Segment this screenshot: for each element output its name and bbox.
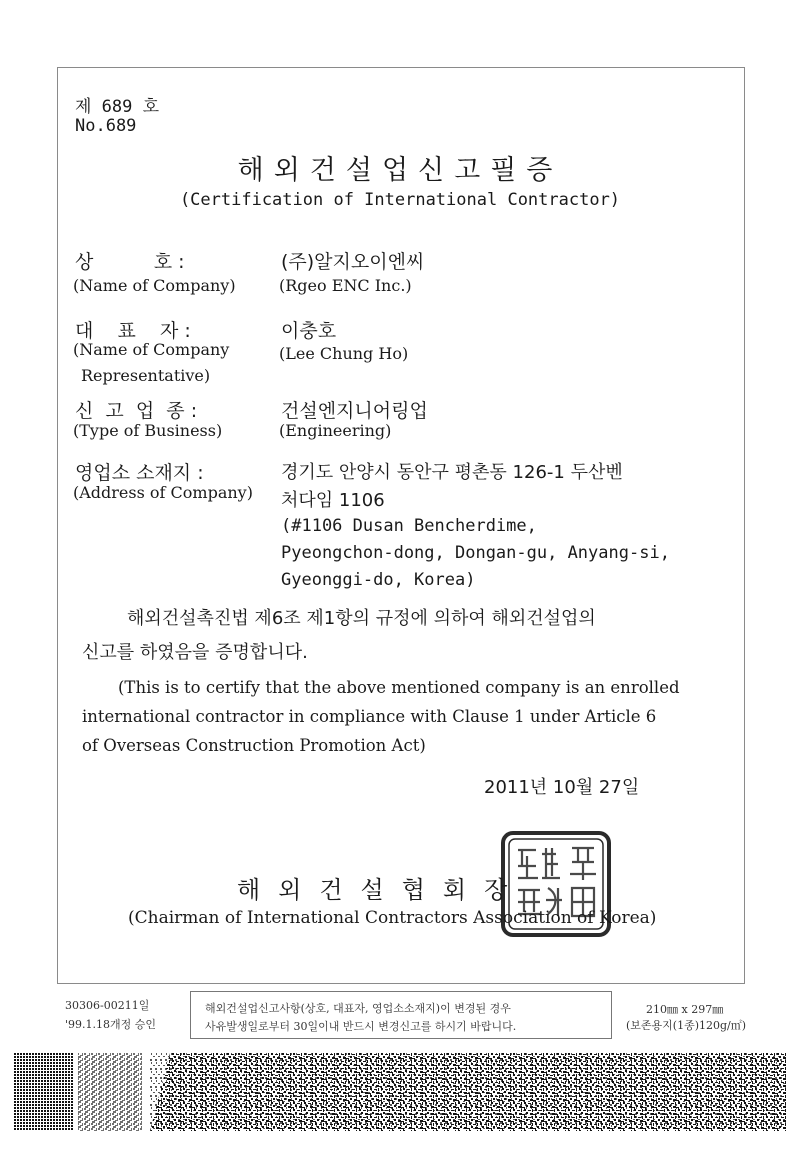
certificate-title: 해외건설업신고필증: [237, 155, 563, 186]
field-value-representative-en: (Lee Chung Ho): [279, 344, 409, 363]
barcode-main: [150, 1053, 786, 1131]
certificate-subtitle: (Certification of International Contractor): [179, 190, 621, 210]
field-value-representative-ko: 이충호: [281, 320, 337, 342]
certificate-number-en: No.689: [75, 116, 137, 136]
field-label-representative-en-2: Representative): [81, 366, 211, 385]
field-value-address-ko: 경기도 안양시 동안구 평촌동 126-1 두산벤: [281, 462, 623, 483]
change-notice-box: [190, 991, 612, 1039]
field-label-company-ko: 상 호 :: [75, 251, 185, 273]
field-label-address-ko: 영업소 소재지 :: [75, 462, 204, 484]
field-label-representative-ko: 대 표 자 :: [75, 320, 191, 342]
field-value-company-en: (Rgeo ENC Inc.): [279, 276, 412, 295]
form-code: 30306-00211일: [65, 999, 150, 1012]
issuer-title-ko: 해외건설협회장: [237, 876, 526, 904]
statement-en-1: (This is to certify that the above mentioned company is an enrolled: [118, 678, 680, 697]
field-value-business-ko: 건설엔지니어링업: [281, 400, 428, 422]
field-value-address-ko-2: 처다임 1106: [281, 490, 385, 511]
issue-date: 2011년 10월 27일: [484, 777, 640, 798]
paper-size: 210㎜ x 297㎜: [646, 1003, 724, 1016]
field-value-address-en-2: Pyeongchon-dong, Dongan-gu, Anyang-si,: [281, 543, 670, 563]
form-approval: '99.1.18개정 승인: [65, 1018, 157, 1031]
field-label-representative-en: (Name of Company: [73, 340, 230, 359]
change-notice-line-2: 사유발생일로부터 30일이내 반드시 변경신고를 하시기 바랍니다.: [205, 1020, 517, 1033]
statement-ko-2: 신고를 하였음을 증명합니다.: [82, 642, 308, 663]
barcode-left: [14, 1053, 142, 1131]
certificate-number-ko: 제 689 호: [75, 97, 160, 117]
field-label-business-ko: 신 고 업 종 :: [75, 400, 198, 422]
field-label-company-en: (Name of Company): [73, 276, 236, 295]
field-label-address-en: (Address of Company): [73, 483, 253, 502]
statement-en-3: of Overseas Construction Promotion Act): [82, 736, 426, 755]
field-value-address-en-1: (#1106 Dusan Bencherdime,: [281, 516, 537, 536]
field-value-business-en: (Engineering): [279, 421, 392, 440]
field-label-business-en: (Type of Business): [73, 421, 223, 440]
statement-en-2: international contractor in compliance with Clause 1 under Article 6: [82, 707, 657, 726]
statement-ko-1: 해외건설촉진법 제6조 제1항의 규정에 의하여 해외건설업의: [127, 608, 596, 629]
field-value-company-ko: (주)알지오이엔씨: [281, 251, 425, 273]
change-notice-line-1: 해외건설업신고사항(상호, 대표자, 영업소소재지)이 변경된 경우: [205, 1002, 511, 1015]
paper-spec: (보존용지(1종)120g/㎡): [626, 1019, 747, 1032]
issuer-title-en: (Chairman of International Contractors Association of Korea): [128, 908, 657, 928]
field-value-address-en-3: Gyeonggi-do, Korea): [281, 570, 476, 590]
